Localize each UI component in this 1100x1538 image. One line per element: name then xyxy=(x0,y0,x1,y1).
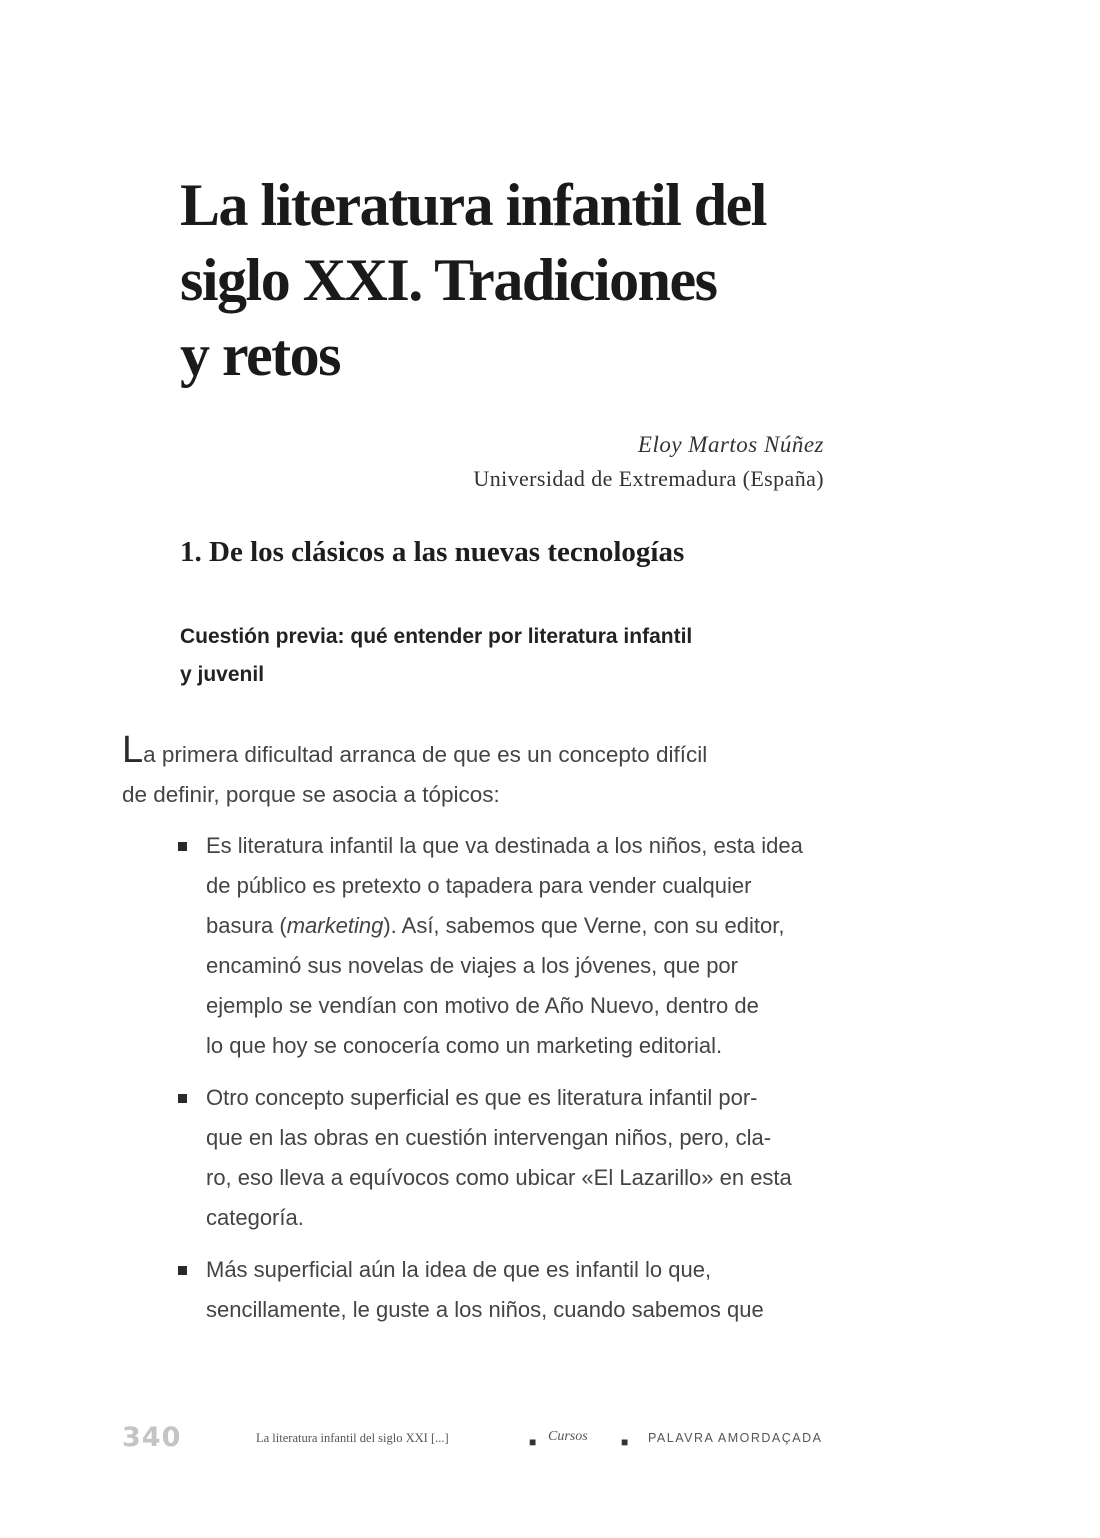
paragraph-line xyxy=(122,730,828,775)
publisher-name: PALAVRA AMORDAÇADA xyxy=(648,1431,823,1445)
bullet-line: ejemplo se vendían con motivo de Año Nuevo, dentro de xyxy=(206,993,759,1018)
section-heading: 1. De los clásicos a las nuevas tecnologías xyxy=(180,536,685,568)
author-name: Eloy Martos Núñez xyxy=(637,432,824,457)
bullet-list xyxy=(178,826,828,1342)
bullet-item xyxy=(178,1250,828,1330)
title-line: y retos xyxy=(180,322,341,388)
bullet-line: categoría. xyxy=(206,1205,304,1230)
separator-icon: ■ xyxy=(529,1435,537,1449)
byline xyxy=(473,428,824,496)
page-footer xyxy=(122,1422,832,1458)
emphasized-term: marketing xyxy=(286,913,384,938)
article-title xyxy=(180,168,880,393)
bullet-line: encaminó sus novelas de viajes a los jóvenes, que por xyxy=(206,953,738,978)
paragraph-text: a primera dificultad arranca de que es un concepto difícil xyxy=(143,742,708,767)
drop-cap: L xyxy=(122,729,144,771)
square-bullet-icon xyxy=(178,842,187,851)
bullet-line: lo que hoy se conocería como un marketing editorial. xyxy=(206,1033,723,1058)
bullet-line xyxy=(206,906,828,946)
page-number: 340 xyxy=(122,1422,182,1453)
bullet-line: de público es pretexto o tapadera para vender cualquier xyxy=(206,873,752,898)
bullet-text: ). Así, sabemos que Verne, con su editor, xyxy=(383,913,785,938)
subheading-line: Cuestión previa: qué entender por literatura infantil xyxy=(180,625,693,648)
square-bullet-icon xyxy=(178,1266,187,1275)
bullet-item xyxy=(178,826,828,1066)
title-line: La literatura infantil del xyxy=(180,172,766,238)
paragraph-line: de definir, porque se asocia a tópicos: xyxy=(122,782,500,807)
series-name: Cursos xyxy=(548,1429,588,1444)
bullet-item xyxy=(178,1078,828,1238)
bullet-text: basura ( xyxy=(206,913,287,938)
square-bullet-icon xyxy=(178,1094,187,1103)
intro-paragraph xyxy=(122,730,828,815)
bullet-line: Es literatura infantil la que va destinada a los niños, esta idea xyxy=(206,833,803,858)
bullet-line: que en las obras en cuestión intervengan niños, pero, cla- xyxy=(206,1125,772,1150)
running-head: La literatura infantil del siglo XXI [...] xyxy=(256,1431,449,1445)
author-affiliation: Universidad de Extremadura (España) xyxy=(473,466,824,491)
subheading-line: y juvenil xyxy=(180,663,265,686)
title-line: siglo XXI. Tradiciones xyxy=(180,247,717,313)
bullet-line: sencillamente, le guste a los niños, cuando sabemos que xyxy=(206,1297,764,1322)
subsection-heading xyxy=(180,618,820,694)
bullet-line: Más superficial aún la idea de que es infantil lo que, xyxy=(206,1257,712,1282)
separator-icon: ■ xyxy=(621,1435,629,1449)
bullet-line: ro, eso lleva a equívocos como ubicar «El Lazarillo» en esta xyxy=(206,1165,792,1190)
bullet-line: Otro concepto superficial es que es literatura infantil por- xyxy=(206,1085,758,1110)
